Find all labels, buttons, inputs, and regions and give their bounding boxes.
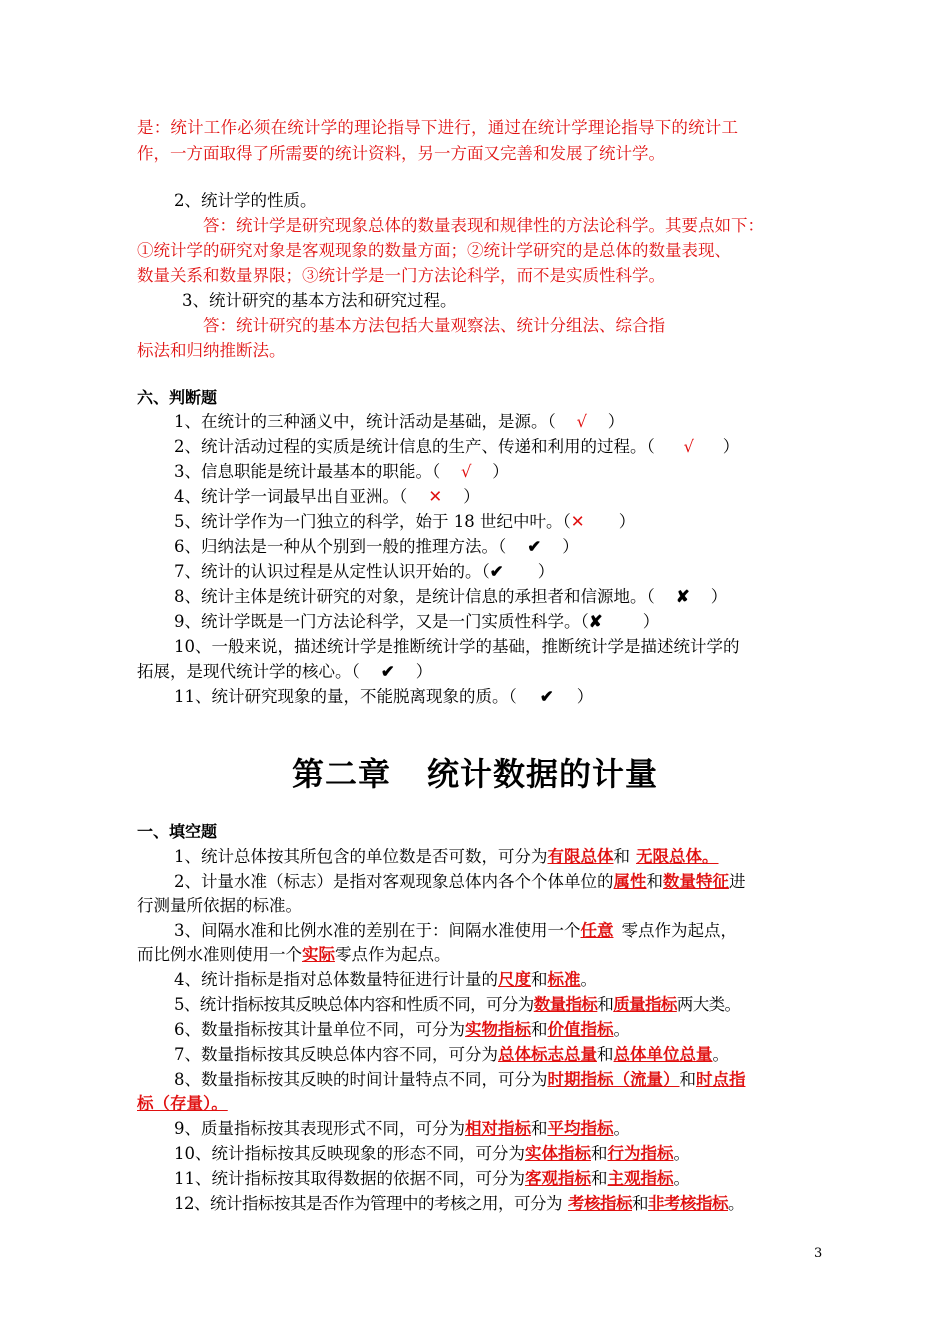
fill-item-6: 6、数量指标按其计量单位不同，可分为实物指标和价值指标。 — [174, 1020, 630, 1039]
answer: 尺度 — [498, 970, 531, 989]
intro-line-2: 作，一方面取得了所需要的统计资料，另一方面又完善和发展了统计学。 — [137, 144, 665, 163]
answer: 标（存量）。 — [137, 1094, 228, 1113]
checkmark-icon: √ — [576, 412, 587, 431]
judgement-text: 5、统计学作为一门独立的科学，始于 18 世纪中叶。（ — [174, 512, 571, 531]
answer: 行为指标 — [607, 1144, 674, 1163]
judgement-item-5: 5、统计学作为一门独立的科学，始于 18 世纪中叶。（✕ ） — [174, 510, 635, 534]
fill-item-1: 1、统计总体按其所包含的单位数是否可数，可分为有限总体和 无限总体。 — [174, 847, 719, 866]
judgement-item-8: 8、统计主体是统计研究的对象，是统计信息的承担者和信源地。（ ✘ ） — [174, 585, 727, 609]
answer: 平均指标 — [547, 1119, 614, 1138]
judgement-text: 8、统计主体是统计研究的对象，是统计信息的承担者和信源地。（ — [174, 587, 655, 606]
judgement-item-1: 1、在统计的三种涵义中，统计活动是基础，是源。（ √ ） — [174, 410, 624, 434]
answer: 实际 — [302, 945, 335, 964]
checkmark-icon: √ — [683, 437, 694, 456]
fill-item-7: 7、数量指标按其反映总体内容不同，可分为总体标志总量和总体单位总量。 — [174, 1045, 729, 1064]
answer: 时期指标（流量） — [547, 1070, 680, 1089]
question-3-answer-line-2: 标法和归纳推断法。 — [137, 341, 286, 360]
judgement-text: 4、统计学一词最早出自亚洲。（ — [174, 487, 408, 506]
judgement-item-2: 2、统计活动过程的实质是统计信息的生产、传递和利用的过程。（ √ ） — [174, 435, 739, 459]
page-number: 3 — [814, 1246, 823, 1261]
fill-item-2: 2、计量水准（标志）是指对客观现象总体内各个个体单位的属性和数量特征进 — [174, 872, 746, 891]
checkmark-icon: ✔ — [380, 662, 395, 681]
chapter-title: 第二章 统计数据的计量 — [291, 755, 659, 793]
judgement-text: 2、统计活动过程的实质是统计信息的生产、传递和利用的过程。（ — [174, 437, 655, 456]
checkmark-icon: ✔ — [539, 687, 554, 706]
fill-item-5: 5、统计指标按其反映总体内容和性质不同，可分为数量指标和质量指标两大类。 — [174, 995, 741, 1014]
fill-item-12: 12、统计指标按其是否作为管理中的考核之用，可分为 考核指标和非考核指标。 — [174, 1194, 744, 1213]
judgement-item-6: 6、归纳法是一种从个别到一般的推理方法。（ ✔ ） — [174, 535, 579, 559]
cross-icon: ✕ — [428, 487, 443, 506]
fill-item-9: 9、质量指标按其表现形式不同，可分为相对指标和平均指标。 — [174, 1119, 630, 1138]
judgement-item-7: 7、统计的认识过程是从定性认识开始的。（✔ ） — [174, 560, 554, 584]
answer: 有限总体 — [547, 847, 614, 866]
judgement-item-11: 11、统计研究现象的量，不能脱离现象的质。（ ✔ ） — [174, 685, 593, 709]
judgement-item-3: 3、信息职能是统计最基本的职能。（ √ ） — [174, 460, 509, 484]
cross-icon: ✘ — [675, 587, 690, 606]
fill-item-2-line-2: 行测量所依据的标准。 — [137, 896, 302, 915]
checkmark-icon: ✔ — [489, 562, 504, 581]
question-3-answer-line-1: 答：统计研究的基本方法包括大量观察法、统计分组法、综合指 — [203, 316, 665, 335]
answer: 客观指标 — [525, 1169, 591, 1188]
answer: 实体指标 — [525, 1144, 591, 1163]
answer: 考核指标 — [568, 1194, 632, 1213]
judgement-text: 9、统计学既是一门方法论科学，又是一门实质性科学。（ — [174, 612, 589, 631]
fill-item-3: 3、间隔水准和比例水准的差别在于：间隔水准使用一个任意 零点作为起点， — [174, 921, 737, 940]
question-2-answer-line-2: ①统计学的研究对象是客观现象的数量方面；②统计学研究的是总体的数量表现、 — [137, 241, 731, 260]
judgement-item-10-line-2: 拓展，是现代统计学的核心。（ ✔ ） — [137, 660, 432, 684]
answer: 无限总体。 — [636, 847, 719, 866]
fill-item-8: 8、数量指标按其反映的时间计量特点不同，可分为时期指标（流量）和时点指 — [174, 1070, 746, 1089]
answer: 时点指 — [696, 1070, 746, 1089]
answer: 主观指标 — [607, 1169, 674, 1188]
checkmark-icon: ✔ — [527, 537, 542, 556]
answer: 质量指标 — [613, 995, 677, 1014]
judgement-item-9: 9、统计学既是一门方法论科学，又是一门实质性科学。（✘ ） — [174, 610, 659, 634]
fill-item-4: 4、统计指标是指对总体数量特征进行计量的尺度和标准。 — [174, 970, 597, 989]
answer: 价值指标 — [547, 1020, 614, 1039]
judgement-item-10-line-1: 10、一般来说，描述统计学是推断统计学的基础，推断统计学是描述统计学的 — [174, 637, 740, 656]
answer: 总体标志总量 — [498, 1045, 597, 1064]
fill-item-8-line-2 — [137, 1092, 228, 1116]
judgement-text: 3、信息职能是统计最基本的职能。（ — [174, 462, 441, 481]
judgement-text: 6、归纳法是一种从个别到一般的推理方法。（ — [174, 537, 507, 556]
judgement-item-4: 4、统计学一词最早出自亚洲。（ ✕ ） — [174, 485, 480, 509]
judgement-text: 1、在统计的三种涵义中，统计活动是基础，是源。（ — [174, 412, 556, 431]
cross-icon: ✕ — [570, 512, 585, 531]
question-3-title: 3、统计研究的基本方法和研究过程。 — [182, 291, 457, 310]
fill-item-10: 10、统计指标按其反映现象的形态不同，可分为实体指标和行为指标。 — [174, 1144, 690, 1163]
section-1-title: 一、填空题 — [137, 822, 218, 841]
answer: 标准 — [547, 970, 581, 989]
question-2-title: 2、统计学的性质。 — [174, 191, 317, 210]
answer: 任意 — [580, 921, 614, 940]
cross-icon: ✘ — [588, 612, 603, 631]
checkmark-icon: √ — [460, 462, 472, 481]
fill-item-11: 11、统计指标按其取得数据的依据不同，可分为客观指标和主观指标。 — [174, 1169, 690, 1188]
answer: 属性 — [613, 872, 647, 891]
answer: 数量特征 — [663, 872, 729, 891]
answer: 相对指标 — [465, 1119, 531, 1138]
section-6-title: 六、判断题 — [137, 388, 218, 407]
answer: 总体单位总量 — [613, 1045, 713, 1064]
answer: 非考核指标 — [648, 1194, 728, 1213]
judgement-text: 7、统计的认识过程是从定性认识开始的。（ — [174, 562, 490, 581]
question-2-answer-line-1: 答：统计学是研究现象总体的数量表现和规律性的方法论科学。其要点如下： — [203, 216, 764, 235]
intro-line-1: 是：统计工作必须在统计学的理论指导下进行，通过在统计学理论指导下的统计工 — [137, 118, 739, 137]
answer: 数量指标 — [533, 995, 598, 1014]
answer: 实物指标 — [465, 1020, 531, 1039]
question-2-answer-line-3: 数量关系和数量界限；③统计学是一门方法论科学，而不是实质性科学。 — [137, 266, 665, 285]
fill-item-3-line-2: 而比例水准则使用一个实际零点作为起点。 — [137, 945, 451, 964]
